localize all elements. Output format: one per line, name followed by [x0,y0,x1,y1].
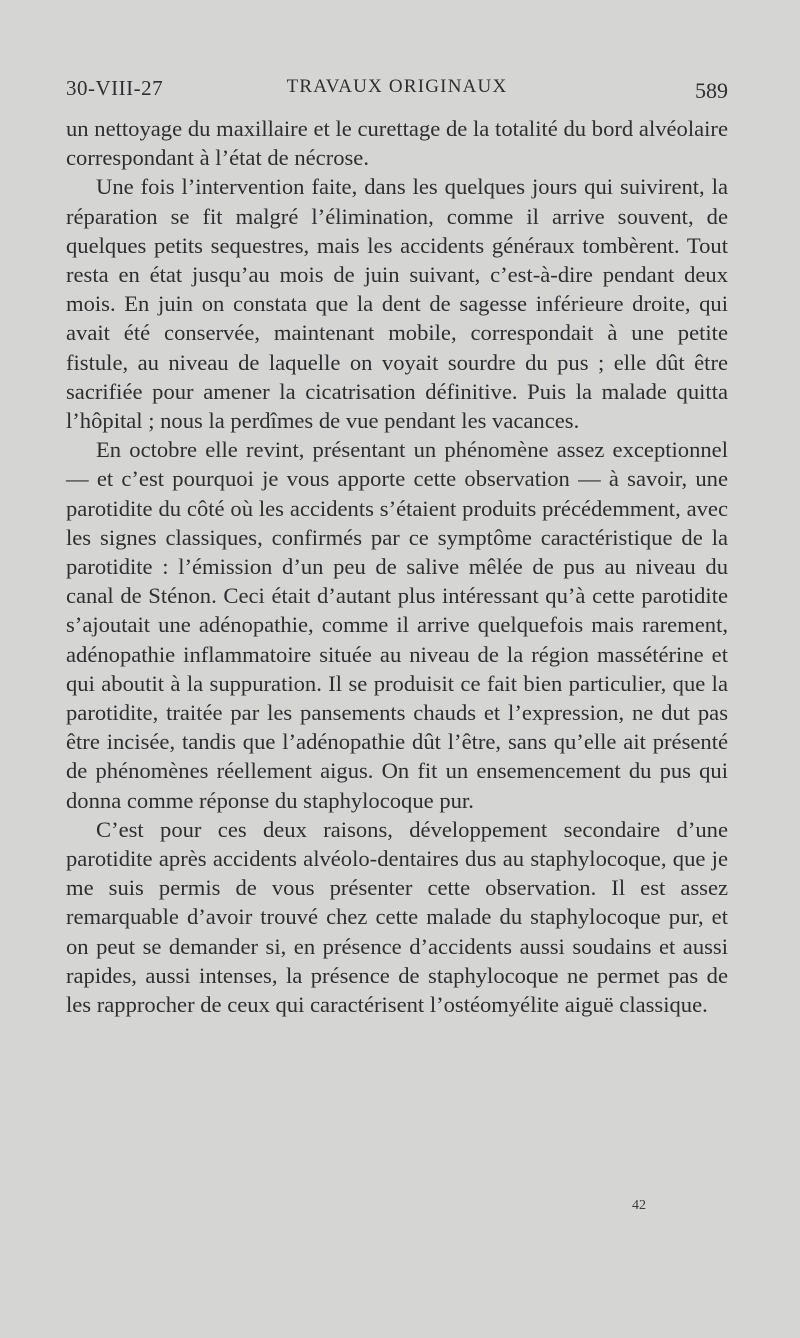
running-head [66,76,728,110]
paragraph-3: En octobre elle revint, présentant un phénomène assez exceptionnel — et c’est pourquoi je vous apporte cette observation — à savoir, une parotidite du côté où les accidents s’étaient produits précédemment, avec les signes classiques, confirmés par ce symptôme caractéristique de la parotidite : l’émission d’un peu de salive mêlée de pus au niveau du canal de Sténon. Ceci était d’autant plus intéressant qu’à cette parotidite s’ajoutait une adénopathie, comme il arrive quelquefois mais rarement, adénopathie inflammatoire située au niveau de la région massétérine et qui aboutit à la suppuration. Il se produisit ce fait bien particulier, que la parotidite, traitée par les pansements chauds et l’expression, ne dut pas être incisée, tandis que l’adénopathie dût l’être, sans qu’elle ait présenté de phénomènes réellement aigus. On fit un ensemencement du pus qui donna comme réponse du staphylocoque pur. [66,437,728,813]
body-text [66,114,728,1019]
paragraph-2: Une fois l’intervention faite, dans les quelques jours qui suivirent, la réparation se fit malgré l’élimination, comme il arrive souvent, de quelques petits sequestres, mais les accidents généraux tombèrent. Tout resta en état jusqu’au mois de juin suivant, c’est-à-dire pendant deux mois. En juin on constata que la dent de sagesse inférieure droite, qui avait été conservée, maintenant mobile, correspondait à une petite fistule, au niveau de laquelle on voyait sourdre du pus ; elle dût être sacrifiée pour amener la cicatrisation définitive. Puis la malade quitta l’hôpital ; nous la perdîmes de vue pendant les vacances. [66,174,728,434]
page-number: 589 [695,78,728,103]
signature-mark: 42 [632,1198,646,1213]
issue-date: 30-VIII-27 [66,76,164,100]
paragraph-1: un nettoyage du maxillaire et le curettage de la totalité du bord alvéolaire correspondant à l’état de nécrose. [66,116,728,171]
paragraph-4: C’est pour ces deux raisons, développement secondaire d’une parotidite après accidents alvéolo-dentaires dus au staphylocoque, que je me suis permis de vous présenter cette observation. Il est assez remarquable d’avoir trouvé chez cette malade du staphylocoque pur, et on peut se demander si, en présence d’accidents aussi soudains et aussi rapides, aussi intenses, la présence de staphylocoque ne permet pas de les rapprocher de ceux qui caractérisent l’ostéomyélite aiguë classique. [66,816,728,1018]
section-title: TRAVAUX ORIGINAUX [286,76,508,97]
